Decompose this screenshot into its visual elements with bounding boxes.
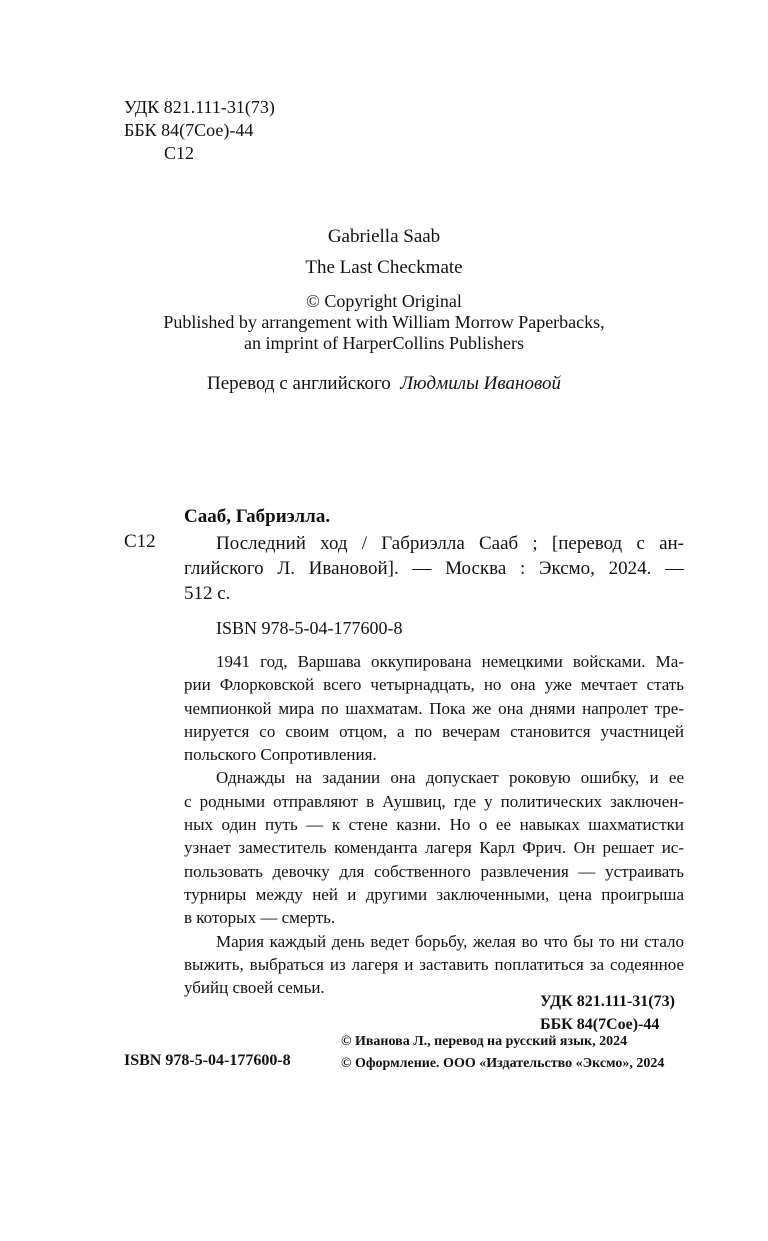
annotation-line: нируется со своим отцом, а по вечерам становится участницей — [184, 721, 684, 741]
annotation-line: узнает заместитель коменданта лагеря Карл Фрич. Он решает ис- — [184, 838, 684, 858]
annotation-line: с родными отправляют в Аушвиц, где у политических заключен- — [184, 791, 684, 811]
annotation-line: ных один путь — к стене казни. Но о ее навыках шахматистки — [184, 815, 684, 835]
bibliographic-description — [184, 531, 684, 606]
bibliographic-author-mark: С12 — [124, 531, 156, 552]
isbn-bottom: ISBN 978-5-04-177600-8 — [124, 1052, 291, 1069]
description-line: глийского Л. Ивановой]. — Москва : Эксмо, 2024. — — [184, 558, 684, 579]
bbk-code: ББК 84(7Сое)-44 — [124, 120, 254, 140]
annotation-line: польского Сопротивления. — [184, 745, 377, 765]
catalog-codes-bottom — [540, 990, 675, 1036]
translator-name: Людмилы Ивановой — [400, 373, 561, 394]
annotation-line: пользовать девочку для собственного развлечения — устраивать — [184, 861, 684, 881]
translation-credit — [0, 373, 768, 395]
description-line: Последний ход / Габриэлла Сааб ; [перевод с ан- — [216, 533, 684, 554]
copyright-translation: © Иванова Л., перевод на русский язык, 2024 — [341, 1034, 628, 1049]
arrangement-line-1: Published by arrangement with William Morrow Paperbacks, — [163, 312, 605, 332]
copyright-design: © Оформление. ООО «Издательство «Эксмо», 2024 — [341, 1056, 665, 1071]
description-line: 512 с. — [184, 583, 231, 604]
annotation-line: в которых — смерть. — [184, 908, 336, 928]
isbn: ISBN 978-5-04-177600-8 — [216, 618, 403, 638]
author-mark: С12 — [164, 143, 195, 163]
original-author: Gabriella Saab — [327, 226, 441, 247]
annotation — [184, 650, 684, 999]
annotation-line: 1941 год, Варшава оккупирована немецкими войсками. Ма- — [216, 652, 684, 671]
udk-code: УДК 821.111-31(73) — [124, 97, 275, 117]
annotation-line: Однажды на задании она допускает роковую ошибку, и ее — [216, 768, 684, 788]
original-title: The Last Checkmate — [305, 257, 463, 278]
bibliographic-heading: Сааб, Габриэлла. — [184, 506, 331, 527]
annotation-line: убийц своей семьи. — [184, 978, 325, 998]
copyright-original: © Copyright Original — [306, 291, 462, 311]
translation-label: Перевод с английского — [207, 373, 391, 394]
annotation-line: рии Флорковской всего четырнадцать, но она уже мечтает стать — [184, 675, 684, 695]
arrangement-line-2: an imprint of HarperCollins Publishers — [244, 333, 524, 353]
bbk-code-bottom: ББК 84(7Сое)-44 — [540, 1016, 660, 1033]
copyright-block — [341, 1031, 664, 1075]
annotation-line: Мария каждый день ведет борьбу, желая во что бы то ни стало — [216, 931, 684, 951]
annotation-line: чемпионкой мира по шахматам. Пока же она днями напролет тре- — [184, 698, 684, 718]
annotation-line: турниры между ней и другими заключенными, цена проигрыша — [184, 884, 684, 904]
annotation-line: выжить, выбраться из лагеря и заставить поплатиться за содеянное — [184, 954, 684, 974]
udk-code-bottom: УДК 821.111-31(73) — [540, 993, 675, 1010]
catalog-codes-top — [124, 96, 275, 165]
